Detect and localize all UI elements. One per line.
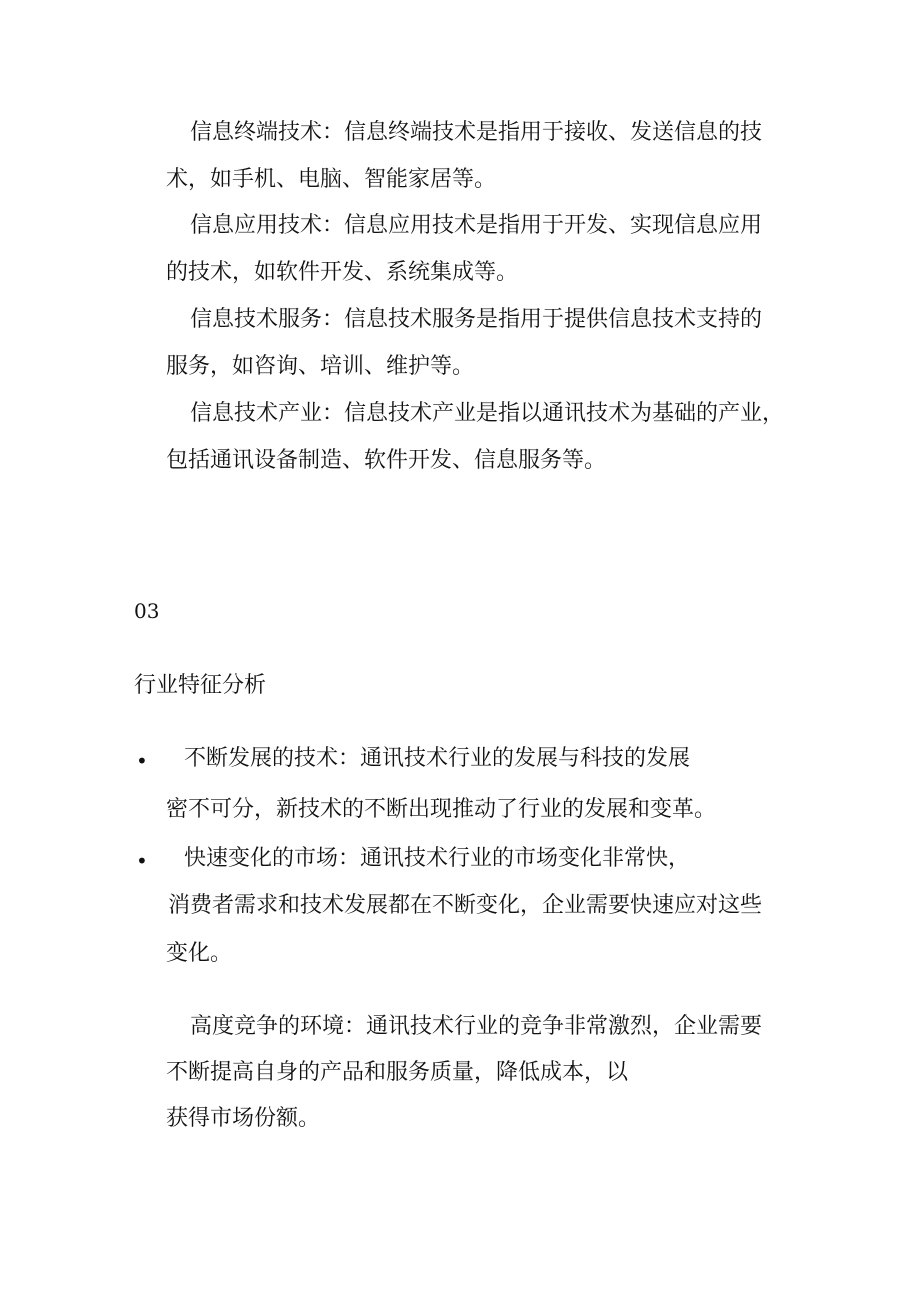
para-application-line-1: 信息应用技术：信息应用技术是指用于开发、实现信息应用 — [190, 213, 763, 238]
para-competition-line-1: 高度竞争的环境：通讯技术行业的竞争非常激烈，企业需要 — [190, 1014, 763, 1039]
bullet-item-1-line-2: 密不可分，新技术的不断出现推动了行业的发展和变革。 — [166, 797, 717, 822]
para-competition-line-3: 获得市场份额。 — [166, 1106, 321, 1131]
bullet-item-1-line-1: 不断发展的技术：通讯技术行业的发展与科技的发展 — [184, 746, 691, 771]
para-industry-line-1: 信息技术产业：信息技术产业是指以通讯技术为基础的产业， — [190, 401, 785, 426]
para-service-line-2: 服务，如咨询、培训、维护等。 — [166, 354, 475, 379]
para-terminal-line-1: 信息终端技术：信息终端技术是指用于接收、发送信息的技 — [190, 120, 763, 145]
section-title: 行业特征分析 — [134, 673, 267, 698]
bullet-icon: • — [136, 749, 148, 773]
para-competition-line-2: 不断提高自身的产品和服务质量，降低成本，以 — [166, 1060, 629, 1085]
bullet-item-2-line-1: 快速变化的市场：通讯技术行业的市场变化非常快， — [184, 846, 691, 871]
para-industry-line-2: 包括通讯设备制造、软件开发、信息服务等。 — [166, 448, 607, 473]
bullet-item-2-line-2: 消费者需求和技术发展都在不断变化，企业需要快速应对这些 — [168, 893, 763, 918]
para-application-line-2: 的技术，如软件开发、系统集成等。 — [166, 260, 519, 285]
section-number: 03 — [134, 599, 160, 623]
bullet-item-2-line-3: 变化。 — [166, 941, 233, 966]
para-service-line-1: 信息技术服务：信息技术服务是指用于提供信息技术支持的 — [190, 307, 763, 332]
para-terminal-line-2: 术，如手机、电脑、智能家居等。 — [166, 167, 497, 192]
bullet-icon: • — [136, 849, 148, 873]
